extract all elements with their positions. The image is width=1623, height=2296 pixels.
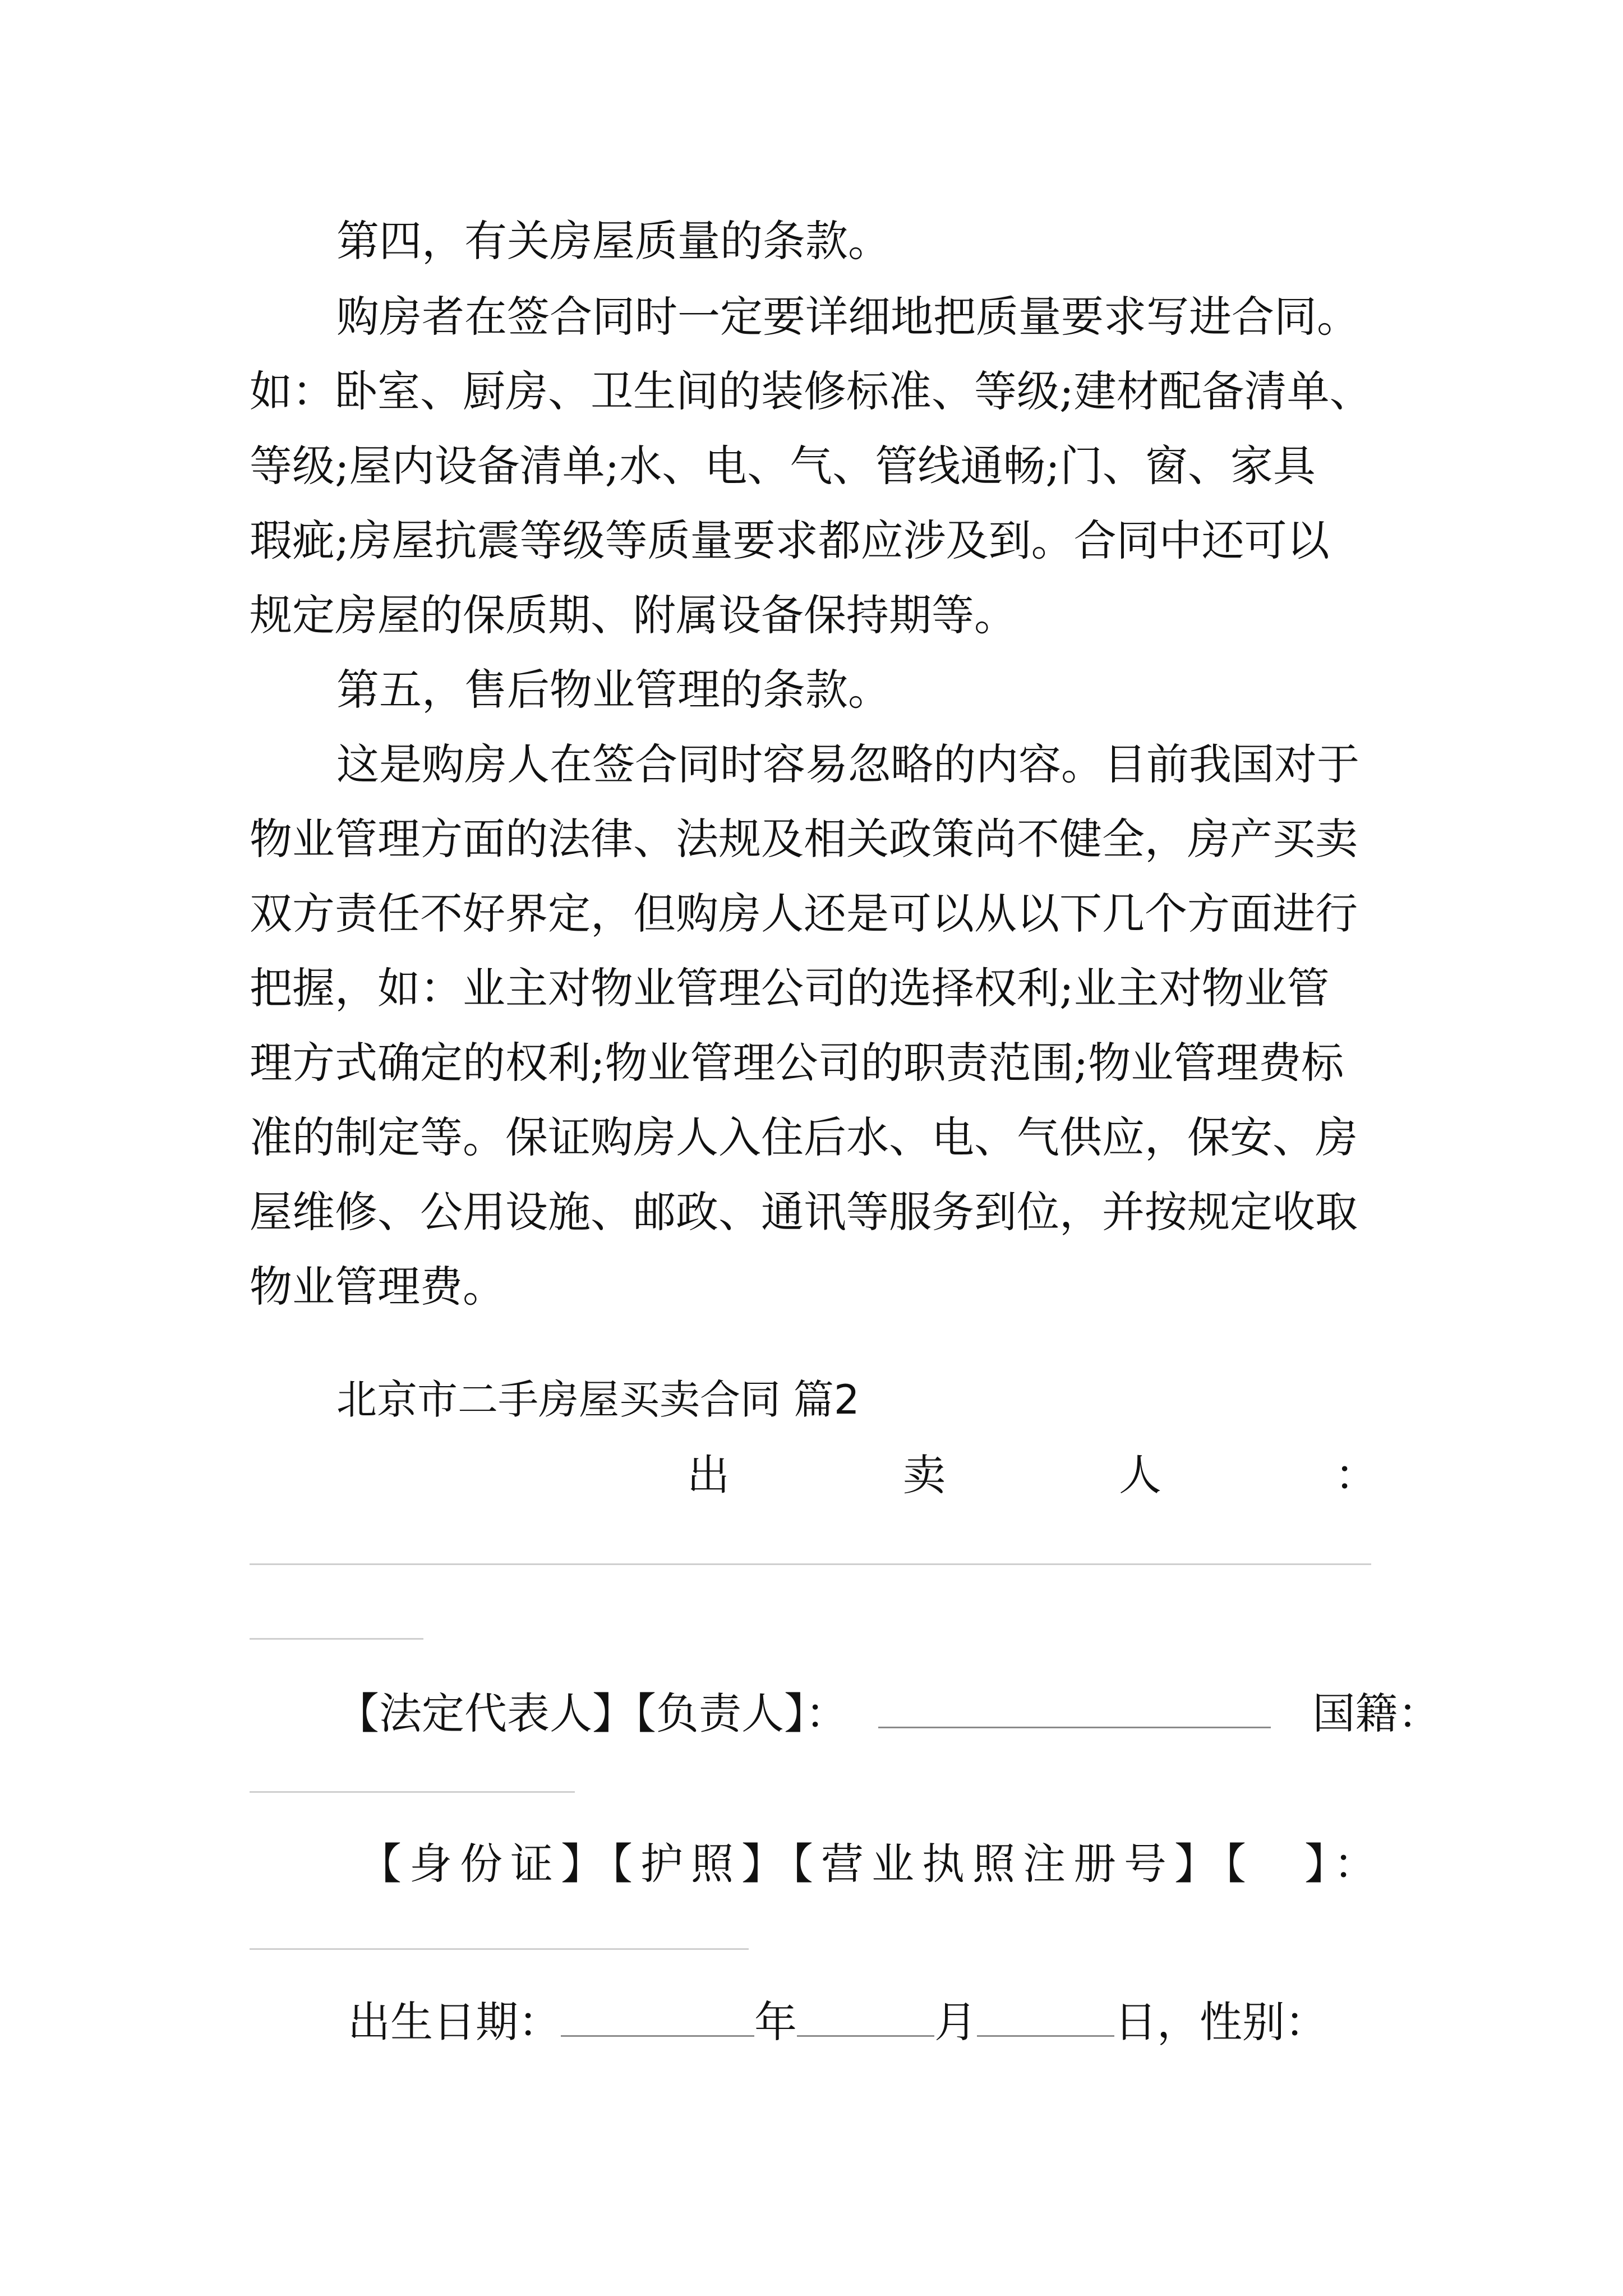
- day-gender-label: 日，性别：: [1114, 1997, 1327, 2047]
- birth-month-field[interactable]: [797, 2000, 934, 2037]
- id-line: 【身份证】【护照】【营业执照注册号】【 】：: [359, 1839, 1384, 1889]
- birth-day-field[interactable]: [977, 2000, 1114, 2037]
- paragraph-line: 购房者在签合同时一定要详细地把质量要求写进合同。: [336, 292, 1359, 342]
- year-label: 年: [754, 1997, 797, 2047]
- paragraph-line: 瑕疵;房屋抗震等级等质量要求都应涉及到。合同中还可以: [250, 516, 1330, 565]
- birth-year-field[interactable]: [561, 2000, 754, 2037]
- nationality-blank: [250, 1791, 575, 1793]
- nationality-label: 国籍：: [1312, 1688, 1441, 1738]
- paragraph-line: 规定房屋的保质期、附属设备保持期等。: [250, 590, 1017, 640]
- paragraph-line: 物业管理方面的法律、法规及相关政策尚不健全，房产买卖: [250, 814, 1358, 864]
- seller-char: 卖: [903, 1450, 946, 1500]
- paragraph-line: 理方式确定的权利;物业管理公司的职责范围;物业管理费标: [250, 1038, 1344, 1088]
- paragraph-line: 把握，如：业主对物业管理公司的选择权利;业主对物业管: [250, 963, 1330, 1013]
- section-four-heading: 第四，有关房屋质量的条款。: [336, 216, 891, 266]
- paragraph-line: 屋维修、公用设施、邮政、通讯等服务到位，并按规定收取: [250, 1187, 1358, 1237]
- seller-char: ：: [1335, 1450, 1377, 1500]
- seller-name-blank-continued: [250, 1638, 423, 1640]
- seller-char: 出: [687, 1450, 730, 1500]
- id-number-blank: [250, 1948, 749, 1950]
- contract-title: 北京市二手房屋买卖合同 篇2: [336, 1376, 860, 1423]
- section-five-heading: 第五，售后物业管理的条款。: [336, 665, 891, 715]
- legal-rep-field[interactable]: [878, 1692, 1271, 1728]
- legal-rep-label: 【法定代表人】【负责人】：: [336, 1688, 848, 1738]
- birth-date-line: [348, 1991, 1497, 2053]
- seller-char: 人: [1119, 1450, 1161, 1500]
- birth-date-label: 出生日期：: [348, 1997, 561, 2047]
- legal-rep-line: [336, 1683, 1486, 1745]
- paragraph-line: 这是购房人在签合同时容易忽略的内容。目前我国对于: [336, 739, 1359, 789]
- seller-name-blank: [250, 1563, 1371, 1565]
- paragraph-line: 等级;屋内设备清单;水、电、气、管线通畅;门、窗、家具: [250, 441, 1316, 491]
- month-label: 月: [934, 1997, 977, 2047]
- paragraph-line: 如：卧室、厨房、卫生间的装修标准、等级;建材配备清单、: [250, 366, 1372, 416]
- paragraph-line: 双方责任不好界定，但购房人还是可以从以下几个方面进行: [250, 889, 1358, 938]
- paragraph-line: 准的制定等。保证购房人入住后水、电、气供应，保安、房: [250, 1112, 1358, 1162]
- paragraph-line: 物业管理费。: [250, 1262, 505, 1312]
